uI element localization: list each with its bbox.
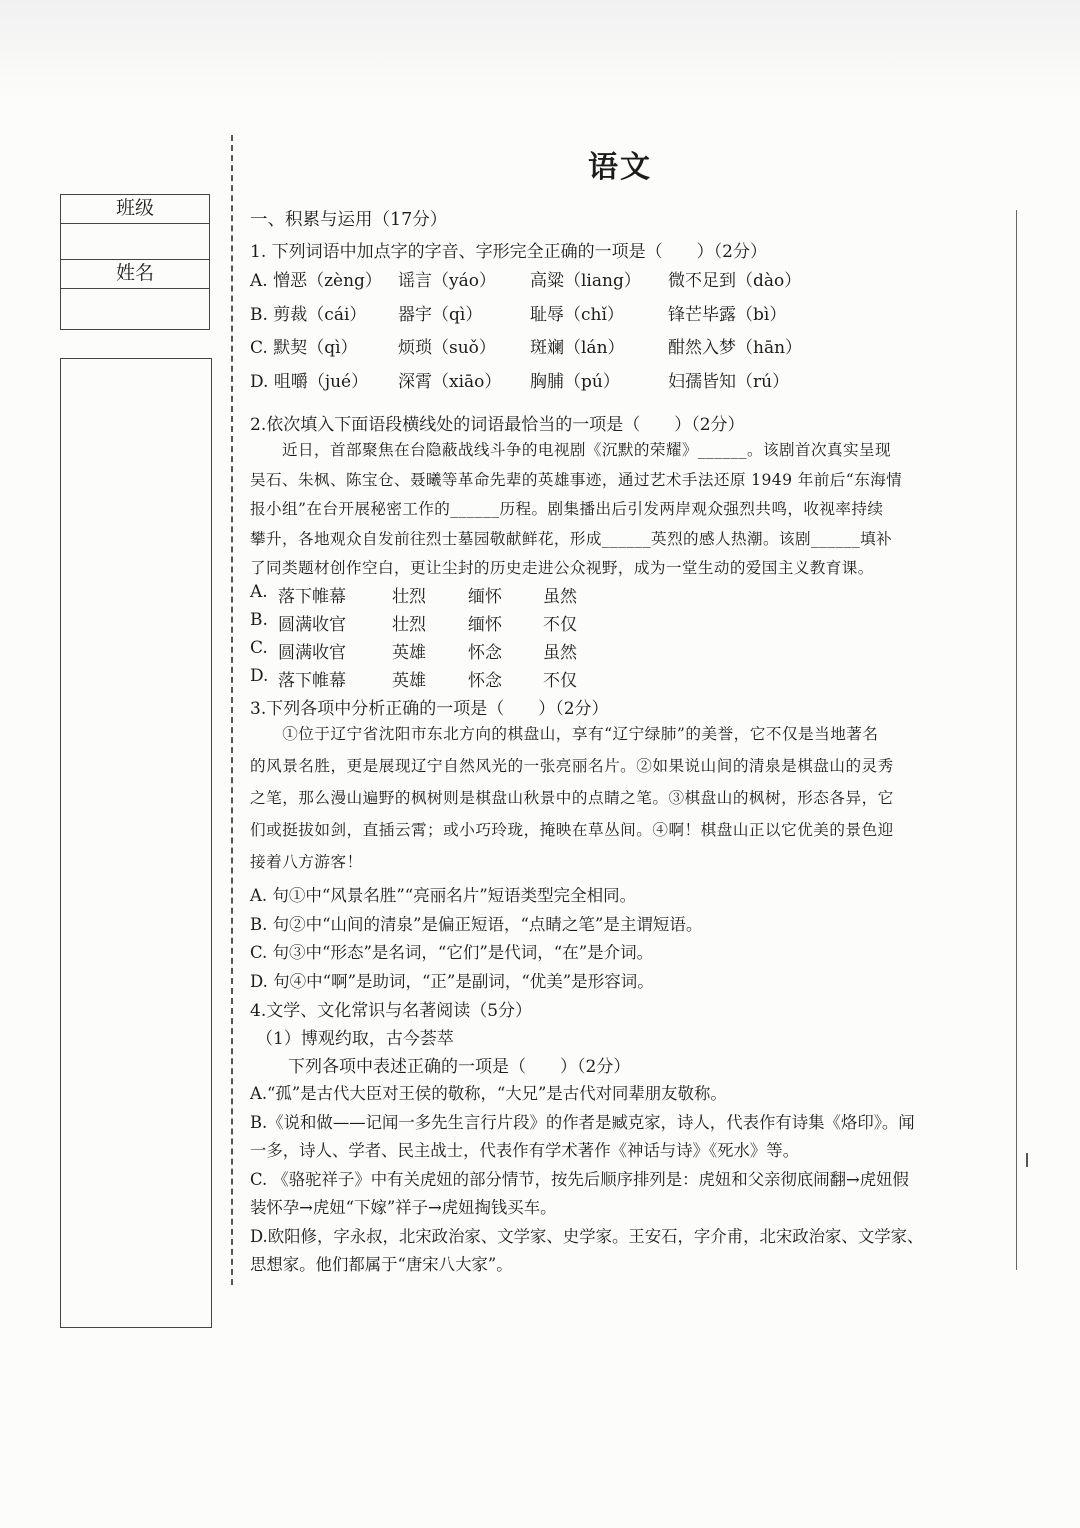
q1-option-row-cell: 深霄（xiāo）	[398, 371, 502, 392]
q1-option-row-cell: 谣言（yáo）	[398, 271, 496, 291]
q4-option-line: C. 《骆驼祥子》中有关虎妞的部分情节，按先后顺序排列是：虎妞和父亲彻底闹翻→虎妞假	[250, 1169, 909, 1189]
q4-option-line: A.“孤”是古代大臣对王侯的敬称，“大兄”是古代对同辈朋友敬称。	[250, 1084, 727, 1103]
student-info-box	[60, 194, 210, 330]
q4-option-line: B.《说和做——记闻一多先生言行片段》的作者是臧克家，诗人，代表作有诗集《烙印》。闻	[250, 1112, 915, 1132]
q1-option-row-cell: A. 憎恶（zèng）	[250, 271, 382, 291]
name-label: 姓名	[61, 260, 209, 289]
q2-option-row-cell: 怀念	[468, 643, 502, 663]
q1-option-row-cell: 锋芒毕露（bì）	[668, 304, 787, 325]
scan-shading	[0, 0, 1080, 100]
q2-option-row-cell: 缅怀	[468, 587, 502, 607]
q3-passage-line: 们或挺拔如剑，直插云霄；或小巧玲珑，掩映在草丛间。④啊！棋盘山正以它优美的景色迎	[250, 821, 894, 839]
q2-option-row-cell: 落下帷幕	[278, 587, 346, 607]
q3-option-line: A. 句①中“风景名胜”“亮丽名片”短语类型完全相同。	[250, 886, 637, 905]
q3-passage-line: 之笔，那么漫山遍野的枫树则是棋盘山秋景中的点睛之笔。③棋盘山的枫树，形态各异，它	[250, 789, 894, 807]
margin-tick-mark	[1026, 1153, 1028, 1167]
q2-passage-line: 吴石、朱枫、陈宝仓、聂曦等革命先辈的英雄事迹，通过艺术手法还原 1949 年前后“东海情	[250, 470, 903, 489]
seal-area-box	[60, 358, 212, 1328]
question-1-stem: 1. 下列词语中加点字的字音、字形完全正确的一项是（ ）（2分）	[250, 242, 767, 262]
question-4-subheading: （1）博观约取，古今荟萃	[256, 1029, 454, 1049]
question-4-stem: 4.文学、文化常识与名著阅读（5分）	[250, 1001, 533, 1021]
q2-option-row-cell: 虽然	[543, 643, 577, 663]
q2-option-row-cell: 壮烈	[392, 587, 426, 607]
q4-option-line: 思想家。他们都属于“唐宋八大家”。	[250, 1255, 513, 1274]
q1-option-row-cell: 妇孺皆知（rú）	[668, 371, 790, 392]
q2-passage-line: 了同类题材创作空白，更让尘封的历史走进公众视野，成为一堂生动的爱国主义教育课。	[250, 559, 874, 577]
q1-option-row-cell: 高粱（liang）	[530, 271, 641, 291]
q2-option-row-cell: 不仅	[543, 671, 577, 691]
q1-option-row-cell: 胸脯（pú）	[530, 371, 620, 392]
q3-option-line: C. 句③中“形态”是名词，“它们”是代词，“在”是介词。	[250, 943, 654, 962]
q2-option-row-cell: 缅怀	[468, 615, 502, 635]
q1-option-row-cell: 斑斓（lán）	[530, 338, 625, 358]
q2-option-row-cell: C.	[250, 638, 268, 658]
name-field[interactable]	[61, 289, 209, 329]
q1-option-row-cell: 酣然入梦（hān）	[668, 338, 803, 358]
exam-title: 语文	[588, 150, 652, 185]
q2-option-row-cell: D.	[250, 666, 269, 686]
question-2-stem: 2.依次填入下面语段横线处的词语最恰当的一项是（ ）（2分）	[250, 415, 745, 435]
q3-passage-line: 的风景名胜，更是展现辽宁自然风光的一张亮丽名片。②如果说山间的清泉是棋盘山的灵秀	[250, 757, 894, 775]
question-4-sub-stem: 下列各项中表述正确的一项是（ ）（2分）	[288, 1057, 631, 1077]
q2-option-row-cell: 英雄	[392, 643, 426, 663]
q2-passage-line: 攀升，各地观众自发前往烈士墓园敬献鲜花，形成______英烈的感人热潮。该剧______填补	[250, 529, 893, 548]
q4-option-line: 一多，诗人、学者、民主战士，代表作有学术著作《神话与诗》《死水》等。	[250, 1141, 800, 1160]
q4-option-line: 装怀孕→虎妞“下嫁”祥子→虎妞掏钱买车。	[250, 1198, 557, 1217]
q2-option-row-cell: 虽然	[543, 587, 577, 607]
q2-option-row-cell: A.	[250, 582, 268, 602]
q2-option-row-cell: 壮烈	[392, 615, 426, 635]
question-3-stem: 3.下列各项中分析正确的一项是（ ）（2分）	[250, 699, 609, 719]
q1-option-row-cell: 烦琐（suǒ）	[398, 338, 496, 358]
q3-option-line: D. 句④中“啊”是助词，“正”是副词，“优美”是形容词。	[250, 971, 654, 991]
q3-passage-line: 接着八方游客！	[250, 853, 363, 871]
q1-option-row-cell: B. 剪裁（cái）	[250, 304, 367, 325]
q2-option-row-cell: 英雄	[392, 671, 426, 691]
q2-option-row-cell: 落下帷幕	[278, 671, 346, 691]
q2-option-row-cell: 圆满收官	[278, 643, 346, 663]
q1-option-row-cell: D. 咀嚼（jué）	[250, 371, 369, 392]
q2-option-row-cell: 不仅	[543, 615, 577, 635]
q2-option-row-cell: B.	[250, 610, 268, 630]
q4-option-line: D.欧阳修，字永叔，北宋政治家、文学家、史学家。王安石，字介甫，北宋政治家、文学家、	[250, 1226, 924, 1246]
class-label: 班级	[61, 195, 209, 224]
section-heading: 一、积累与运用（17分）	[250, 210, 448, 230]
q2-passage-line: 报小组”在台开展秘密工作的______历程。剧集播出后引发两岸观众强烈共鸣，收视率持续	[250, 500, 884, 518]
class-field[interactable]	[61, 224, 209, 260]
right-margin-rule	[1016, 210, 1017, 1270]
q2-passage-line: 近日，首部聚焦在台隐蔽战线斗争的电视剧《沉默的荣耀》______。该剧首次真实呈现	[250, 441, 891, 459]
q1-option-row-cell: 器宇（qì）	[398, 304, 483, 325]
q3-passage-line: ①位于辽宁省沈阳市东北方向的棋盘山，享有“辽宁绿肺”的美誉，它不仅是当地著名	[250, 725, 879, 743]
q1-option-row-cell: 微不足到（dào）	[668, 271, 802, 291]
q1-option-row-cell: 耻辱（chǐ）	[530, 304, 624, 325]
binding-dashed-line	[231, 135, 233, 1285]
q2-option-row-cell: 怀念	[468, 671, 502, 691]
q3-option-line: B. 句②中“山间的清泉”是偏正短语，“点睛之笔”是主谓短语。	[250, 914, 703, 934]
q1-option-row-cell: C. 默契（qì）	[250, 338, 358, 358]
q2-option-row-cell: 圆满收官	[278, 615, 346, 635]
